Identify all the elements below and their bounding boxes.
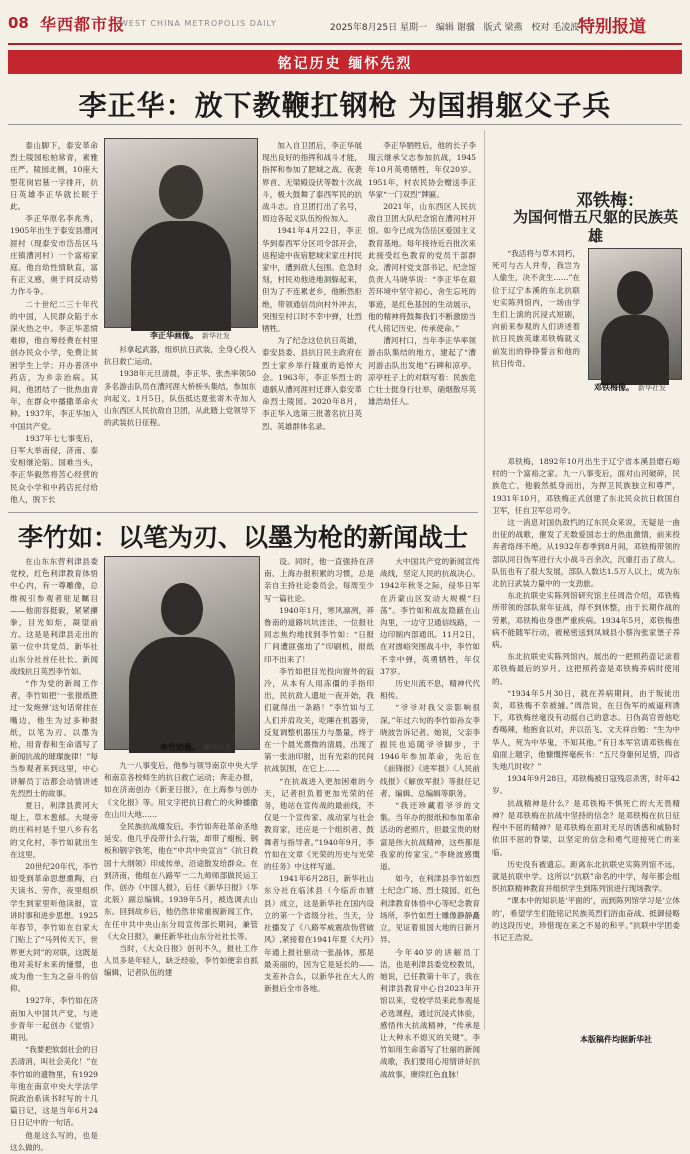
deng-tiemei-photo — [588, 248, 682, 380]
topic-banner — [8, 50, 682, 74]
article3-body: 邓铁梅，1892年10月出生于辽宁省本溪县磨石峪村的一个富裕之家。九一八事变后，面对山河破碎，民族危亡，他毅然抵身而出，为捍卫民族独立和尊严，1931年10月，邓铁梅正式创建了东北民众抗日救国自卫军，任自卫军总司令。 这一消息对国仇敌忾的辽东民众来说，无疑是一曲出征的战歌，催发了无数爱国志士的热血激情，前来投奔者络绎不绝。从1932年春季到8月间，邓铁梅带领的部队同日伪军进行大小战斗百余次，沉重打击了敌人。队伍也有了很大发展，部队人数达1.5万人以上，成为东北抗日武装力量中的一支劲旅。 东北抗联史实陈列馆研究馆主任周浩介绍，邓铁梅所带领的部队常年征战，得不到休整，由于长期作战的劳累，邓铁梅也身患严重疾病。1934年5月，邓铁梅患病不能随军行动，被秘密送到凤城县小蔡沟张家堡子养病。 东北抗联史实陈列馆内，展出的一把照药壶记录着邓铁梅最后的岁月。这把照药壶是邓铁梅养病时使用的。 “1934年5月30日，就在养病期间，由于叛徒出卖，邓铁梅不幸被捕。”周浩说，在日伪军的威逼利诱下，邓铁梅丝毫没有动摇自己的意志。日伪高官曾他吃香喝辣，他抱食以对，并以岳飞、文天祥自勉：“生为中华人，死为中华鬼，不知其他。”有日本军官请邓铁梅在扇面上题字，他慷慨挥毫疾书：“五尺身躯何足惜，四省失地几时收？” 1934年9月28日，邓铁梅被日寇残忍杀害，时年42岁。 抗战精神是什么？是邓铁梅不惧死亡的大无畏精神？是邓铁梅在抗战中坚持的信念？是邓铁梅在抗日征程中不屈的精神？是邓铁梅在面对无尽的诱惑和威胁时依旧不屈的脊梁，以坚定的信念和勇气迎接死亡的来临。 历史没有被遗忘。距离东北抗联史实陈列馆不远，就是抗联中学。这所以“抗联”命名的中学，每年都会组织抗联精神教育并组织学生到陈列馆进行现场教学。 “课本中的知识是‘平面的’，而到陈列馆学习是‘立体的’，希望学生们能铭记民族英烈们浴血奋战、抵御侵略的这段历史，珍惜现在来之不易的和平。”抗联中学团委书记王浩说。 — [492, 457, 680, 942]
article2-col3: 设。同时，他一直强持在济南、上海办报积累的习惯，总是亲自主持社论委员会，每周至少写一篇社论。 1940年1月，寒风凛冽，莽鲁南的道路坑坑洼洼，一位报社同志焦灼地找到李竹如：“日报厂间遭匪强劫了”印刷机，报纸印不出来了！ 李竹如把目光投向窗外的寂冷，从本有人用冻僵的手指印出，民抗敌人遗址一夜开始，我们就得出一条路！”李竹如与工人们并肩攻关，吃睡在机器旁，反复调整机器压力与墨量，终于在一个晨光熹微的清晨，出现了第一张油印报，出有光彩的民间抗战氛围，在它上…… “在抗战进入更加困难的今天，记者担负着更加光荣的任务，他站在宣传战的最前线，不仅是一个宣传家、战动家与社会教育家，还应是一个组织者、鼓舞者与指导者。”1940年9月，李竹如在文章《光荣的历史与光荣的任务》中这样写道。 1941年6月28日，新华社山东分社在临沭县（今临沂市辖县）成立，这是新华社在国内设立的第一个省级分社，当天，分社播发了《八路军威震敌伪营破风》,紧接着在1941年夏《大丹》年通上报社驱动一张晶体，那是最美丽的，因为它是延长的——支差补合么，以新华社在大人的新报后全市各地。 — [264, 557, 374, 994]
article3-title: 邓铁梅： — [576, 191, 644, 211]
page-number: 08 — [8, 14, 29, 32]
article1-col2: 衫拿起武器，组织抗日武装，全身心投入抗日救亡运动。 1938年元旦清晨，李正华、张杰率领50多名游击队员在漕河涯大桥桥头集结，参加东向起义。1月5日，队伍抵达夏张寄木寺加入山东西区人民抗敌自卫团，从此踏上党领导下的武装抗日征程。 — [104, 345, 256, 428]
article2-rule — [8, 512, 478, 513]
article2-title: 李竹如：以笔为刃、以墨为枪的新闻战士 — [17, 523, 468, 552]
article3-subtitle: 为国何惜五尺躯的民族英雄 — [512, 208, 678, 245]
header-info — [330, 20, 585, 33]
article1-col1: 泰山脚下，泰安革命烈士陵园松柏常青，素雅庄严。陵园北侧，10座大型花岗岩墓一字排开，抗日英雄李正华就长眠于此。 李正华原名李兆秀，1905年出生于泰安县漕河涯村（现泰安市岱岳区马庄镇漕河村）一个富裕家庭。他自幼性情耿直，富有正义感，奥于同反动势力作斗争。 二十世纪二三十年代的中国，人民群众陷于水深火热之中。李正华悲愤难抑，他自筹经费在村里创办民众小学，免费让贫困学生上学；开办普济中药店，为乡亲治病。其间，他团结了一批热血青年，在群众中播撒革命火种。1937年，李正华加入中国共产党。 1937年七七事变后，日军大举南侵，济南、泰安相继沦陷。国难当头，李正华毅然将苦心经营的民众小学和中药店托付给他人，脱下长 — [10, 141, 98, 504]
footer-source: 本版稿件均据新华社 — [580, 1035, 652, 1044]
article1-title: 李正华：放下教鞭扛钢枪 为国捐躯父子兵 — [78, 89, 612, 122]
article2-col4: 大中国共产党的新闻宣传战线，坚定人民的抗战决心。1942年秋冬之际，侵华日军在沂蒙山区发动大规模“扫荡”。李竹如和战友隐蔽在山沟里，一边守卫通信线路，一边印制内部通讯。11月2日，在对崮峪突围战斗中，李竹如不幸中弹，英勇牺牲，年仅37岁。 历史川流不息，精神代代相传。 “爷爷对我父亲影响很深。”年过六旬的李竹如孙女李晓波告诉记者。她说，父亲李振民也追随爷爷脚步，于1946年参加革命，先后在《前锋报》《进军报》《人民前线报》《解放军报》等报任记者、编辑、总编辑等职务。 “我还珍藏着爷爷的文集。当年办的报纸和参加革命活动的老照片，但最宝贵的财富是伟大抗战精神，这些都是我家的传家宝。”李晓波感慨道。 如今，在利津县李竹如烈士纪念广场、烈士陵园、红色利津教育体悟中心等纪念教育场所，李竹如烈士雕像静静矗立，见证着祖国大地的日新月异。 今年40岁的讲解员丁洁，也是利津县委党校教员，她说，已任教第十年了，我在利津县教育中心自2023年开馆以来，党校学员来此参观是必选课程，通过沉浸式体验，感悟伟大抗战精神，“传承是让大种永不熄灭的关键”。李竹如用生命谱写了壮丽的新闻战歌，我们要用心用情讲好抗战故事，赓续红色血脉！ — [380, 557, 480, 1079]
deng-tiemei-caption: 邓铁梅像。 新华社发 — [594, 383, 666, 392]
section-title: 特别报道 — [578, 17, 646, 37]
column-divider — [484, 130, 485, 1030]
proof-credit: 校对 毛凌波 — [531, 23, 580, 33]
header-divider — [8, 43, 682, 45]
article2-col2: 九一八事变后，他参与领导南京中央大学和南京各校师生的抗日救亡运动；奔走办报，如在济南创办《新亚日报》，在上海参与创办《文化报》等。用文字把抗日救亡的火种播撒在山川大地…… 全民族抗战爆发后，李竹如奔赴革命圣地延安。他几乎没带什么行装，却带了蜡板、钢板和钢字铁笔，他在“中共中央宣言”《抗日救国十大纲领》印成传单，沿途散发给群众。在到济南，他组在八路军一二九师师部做民运工作，创办《中国人报》，后任《新华日报》（华北版）副总编辑。1939年5月，被选调去山东。回到故乡后，他仍然非常重视新闻工作，在任中共中央山东分局宣传部长期间，兼管《大众日报》，兼任新华社山东分社社长等。 当时，《大众日报》创刊不久，报社工作人员多是年轻人，缺乏经验，李竹如便亲自抓编辑，记者队伍的建 — [104, 761, 258, 978]
article1-col3: 加入自卫团后，李正华展现出良好的指挥和战斗才能，指挥和参加了肥城之战、夜袭界首、无梁殿设伏等数十次战斗，极大鼓舞了泰西军民的抗战斗志。自卫团打出了名号，周边各起义队伍纷纷加入。 1941年4月22日，李正华到泰西军分区司令部开会，返程途中夜宿肥城宋家庄村民家中，遭到敌人包围。危急时刻，村民劝他进地洞躲起来，但为了不连累老乡，他断然拒绝，带领通信员向村外冲去，突围至村口时不幸中弹，壮烈牺牲。 为了纪念这位抗日英雄，泰安县委、县抗日民主政府在烈士家乡举行隆重的追悼大会。1963年，李正华烈士的遗骸从漕河涯村迁葬入泰安革命烈士陵园。2020年8月，李正华入选第三批著名抗日英烈、英雄群体名录。 — [262, 141, 362, 431]
li-zhenghua-photo — [104, 138, 258, 328]
masthead: 华西都市报 — [40, 15, 126, 34]
issue-date: 2025年8月25日 星期一 — [330, 23, 427, 33]
article1-col4: 李正华牺牲后，他的长子李瑞云继承父志参加抗战，1945年10月英勇牺牲，年仅20岁。1951年，村农民协会赠送李正华家“一门双烈”牌匾。 2021年，山东西区人民抗敌自卫团大队纪念馆在漕河村开馆。如今已成为岱岳区爱国主义教育基地。每年接待近百批次来此接受红色教育的党员干部群众。漕河村党支部书记、纪念馆负责人马晓华说：“李正华在艰苦环境中坚守初心、舍生忘死的事迹，是红色基因的生动展示，他的精神将鼓舞我们不断激励当代人铭记历史、传承使命。” 漕河村口，当年李正华率领游击队集结的地方，建起了“漕河游击队出发地”石碑和凉亭。凉亭柱子上的对联写着：民族危亡壮士挺身行壮举，硝烟散尽英雄浩劫任人。 — [368, 141, 476, 407]
li-zhuru-caption: 李竹如像。 新华社发 — [160, 743, 232, 752]
layout-credit: 版式 梁燕 — [483, 23, 523, 33]
editor-credit: 编辑 谢骥 — [435, 23, 475, 33]
page-header — [0, 0, 690, 44]
title-rule — [8, 124, 682, 125]
li-zhenghua-caption: 李正华画像。 新华社发 — [150, 331, 230, 340]
masthead-en: WEST CHINA METROPOLIS DAILY — [120, 19, 277, 28]
article3-quote-col: “我活将与草木同朽，死可与古人并寿，我岂为人偷生，决不贪生……”在位于辽宁本溪的东北抗联史实陈列馆内，一场由学生们上演的沉浸式短剧，向前来参观的人们讲述着抗日民族英雄邓铁梅就义前发出的铮铮誓言和他的抗日传奇。 — [492, 249, 580, 368]
banner-text: 铭记历史 缅怀先烈 — [277, 56, 413, 72]
article2-col1: 在山东东营利津县委党校，红色利津教育体悟中心内，有一尊雕像，总维视引参观者驻足瞩目——他面容挺毅，紧紧攥拳，目光如炬，凝望前方。这是是利津县走出的第一位中共党员、新华社山东分社首任社长、新闻战线抗日英烈李竹如。 “作为党的新闻工作者，李竹如把‘一张报纸胜过一发炮弹’这句话常挂在嘴边，他生为过多种报纸，以笔为刃、以墨为枪，用青春和生命谱写了新闻抗战的璀璨旋律！”每当参观者来到这里，中心讲解员丁洁都会动情讲述先烈烈士的故事。 夏日，利津县黄河大堤上，草木葱郁。大堤旁的庄科村是千里八乡有名的文化村，李竹如就出生在这里。 20世纪20年代，李竹如受到革命思想熏陶，白天读书、劳作，夜里组织学生到家里听他读报，宣讲时事和进步思想。1925年春节，李竹如在自家大门贴上了“马列传天下，世界更大同”的对联，这既是他对美好未来的憧憬，也成为他一生为之奋斗的信仰。 1927年，李竹如在济南加入中国共产党，与进步青年一起创办《觉悟》期刊。 “我要把软弱社会的日丢清消，叫社会美化！”在李竹如的遗物里，有1929年他在南京中央大学法学院政治系读书时写的十几篇日记，这是当年6月24日日记中的一句话。 他是这么写的，也是这么做的。 — [10, 557, 98, 1152]
li-zhuru-photo — [104, 556, 260, 750]
